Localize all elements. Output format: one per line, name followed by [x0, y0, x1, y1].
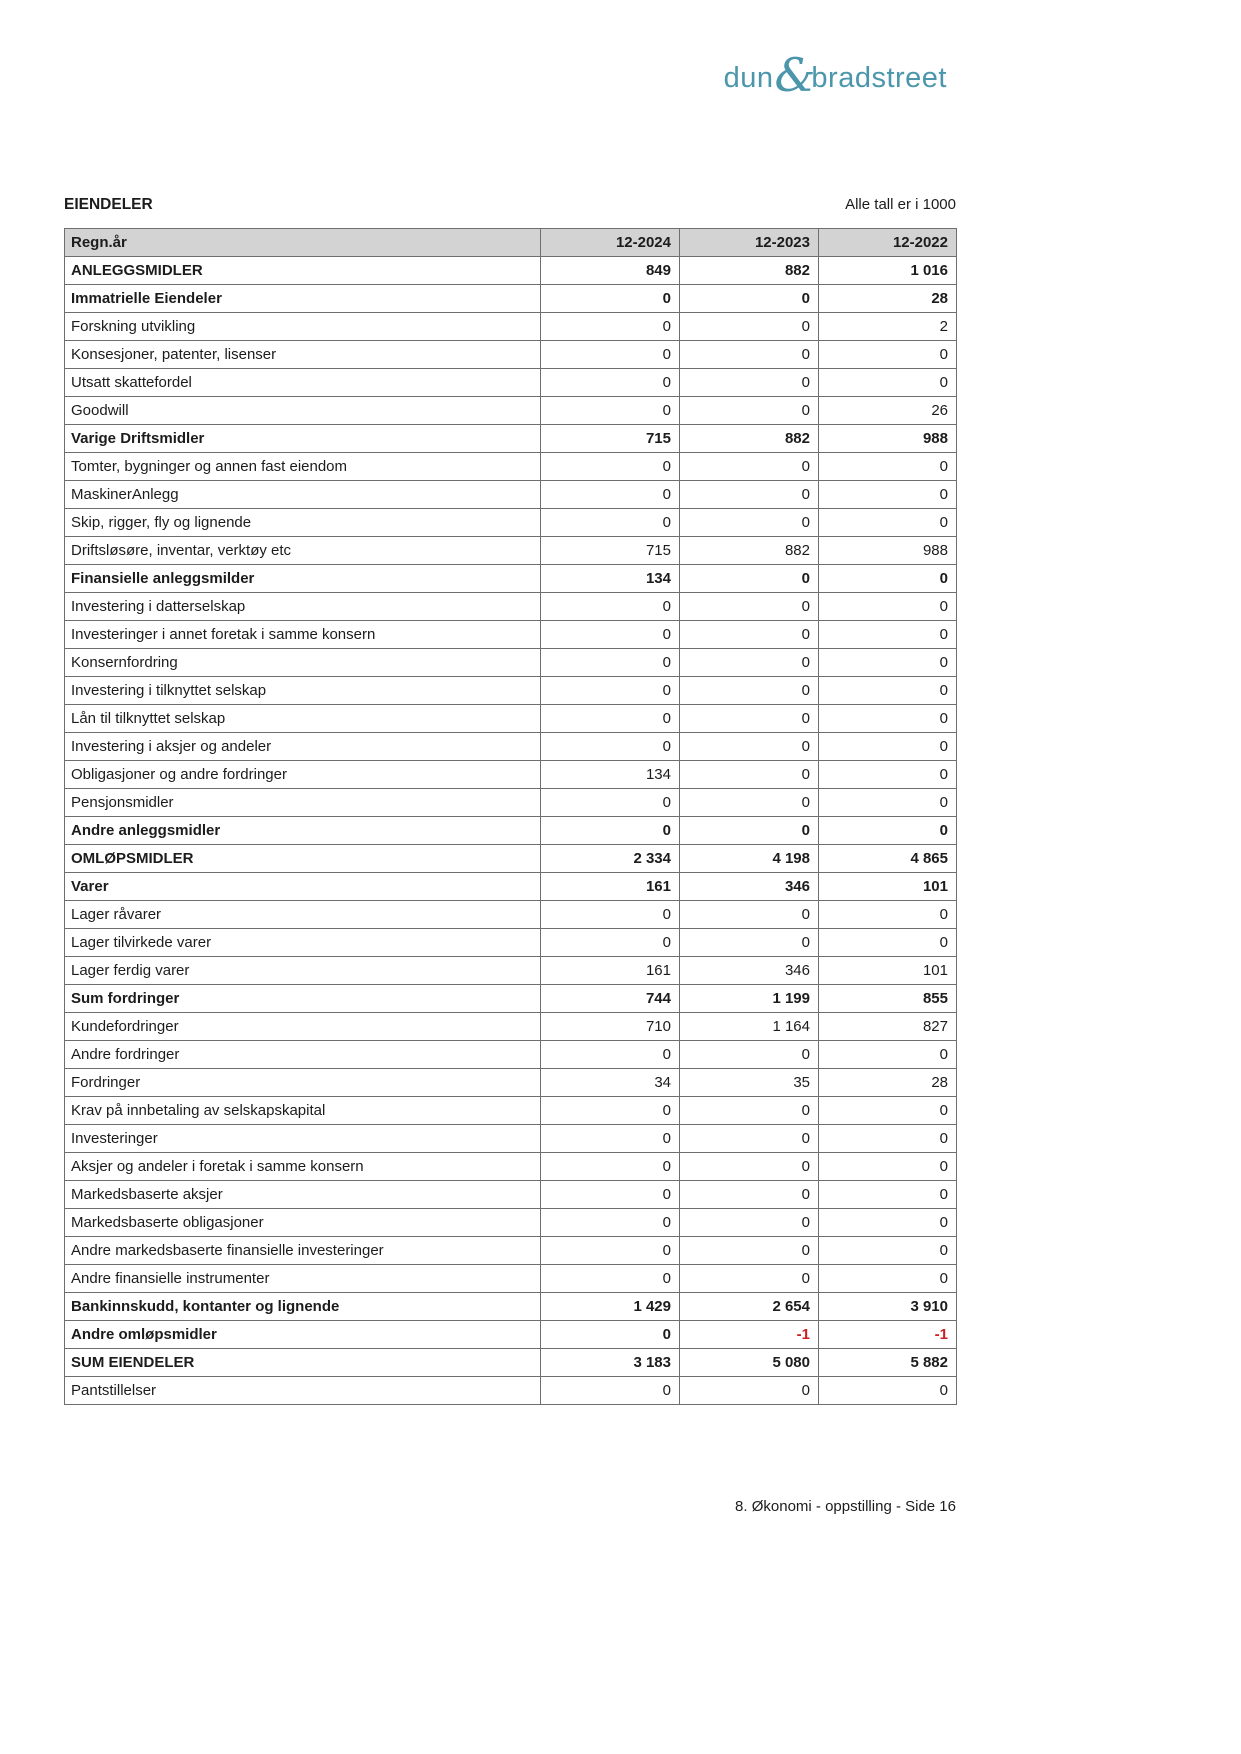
cell-value: 827 [819, 1013, 957, 1041]
cell-value: 0 [680, 1153, 819, 1181]
row-label: Konsernfordring [65, 649, 541, 677]
table-row [65, 565, 957, 593]
page-title: EIENDELER [64, 196, 153, 213]
table-row [65, 845, 957, 873]
table-row [65, 1209, 957, 1237]
cell-value: 0 [541, 677, 680, 705]
cell-value: 0 [819, 1153, 957, 1181]
cell-value: 882 [680, 257, 819, 285]
header-col-2022: 12-2022 [819, 229, 957, 257]
cell-value: 0 [680, 761, 819, 789]
page-footer: 8. Økonomi - oppstilling - Side 16 [735, 1498, 956, 1515]
cell-value: 1 199 [680, 985, 819, 1013]
cell-value: 0 [680, 509, 819, 537]
cell-value: 0 [680, 705, 819, 733]
cell-value: 0 [680, 313, 819, 341]
table-row [65, 537, 957, 565]
cell-value: 744 [541, 985, 680, 1013]
row-label: Varige Driftsmidler [65, 425, 541, 453]
cell-value: 0 [541, 733, 680, 761]
cell-value: 101 [819, 957, 957, 985]
row-label: Forskning utvikling [65, 313, 541, 341]
cell-value: 35 [680, 1069, 819, 1097]
cell-value: 0 [541, 1209, 680, 1237]
row-label: Pensjonsmidler [65, 789, 541, 817]
cell-value: 0 [541, 285, 680, 313]
cell-value: 0 [680, 929, 819, 957]
cell-value: 0 [680, 481, 819, 509]
cell-value: 0 [541, 1097, 680, 1125]
cell-value: -1 [680, 1321, 819, 1349]
row-label: Aksjer og andeler i foretak i samme konsern [65, 1153, 541, 1181]
row-label: Pantstillelser [65, 1377, 541, 1405]
row-label: Fordringer [65, 1069, 541, 1097]
row-label: MaskinerAnlegg [65, 481, 541, 509]
cell-value: 2 334 [541, 845, 680, 873]
cell-value: 0 [680, 1041, 819, 1069]
table-row [65, 397, 957, 425]
cell-value: 0 [541, 341, 680, 369]
cell-value: 882 [680, 537, 819, 565]
cell-value: 882 [680, 425, 819, 453]
table-row [65, 313, 957, 341]
cell-value: 0 [819, 453, 957, 481]
row-label: Andre finansielle instrumenter [65, 1265, 541, 1293]
table-row [65, 705, 957, 733]
header-col-2024: 12-2024 [541, 229, 680, 257]
cell-value: 1 164 [680, 1013, 819, 1041]
row-label: Andre omløpsmidler [65, 1321, 541, 1349]
cell-value: 1 429 [541, 1293, 680, 1321]
row-label: Andre fordringer [65, 1041, 541, 1069]
row-label: Sum fordringer [65, 985, 541, 1013]
cell-value: 0 [819, 789, 957, 817]
header-col-2023: 12-2023 [680, 229, 819, 257]
cell-value: 101 [819, 873, 957, 901]
row-label: SUM EIENDELER [65, 1349, 541, 1377]
cell-value: 4 198 [680, 845, 819, 873]
row-label: Driftsløsøre, inventar, verktøy etc [65, 537, 541, 565]
cell-value: 988 [819, 537, 957, 565]
cell-value: 0 [680, 565, 819, 593]
cell-value: 346 [680, 873, 819, 901]
row-label: Lager ferdig varer [65, 957, 541, 985]
cell-value: 0 [541, 1377, 680, 1405]
cell-value: 34 [541, 1069, 680, 1097]
cell-value: 0 [680, 649, 819, 677]
cell-value: 0 [541, 1321, 680, 1349]
cell-value: 0 [680, 1377, 819, 1405]
table-row [65, 1153, 957, 1181]
table-row [65, 1293, 957, 1321]
row-label: Investering i datterselskap [65, 593, 541, 621]
row-label: Investeringer [65, 1125, 541, 1153]
table-row [65, 1013, 957, 1041]
cell-value: 988 [819, 425, 957, 453]
cell-value: 28 [819, 1069, 957, 1097]
table-row [65, 761, 957, 789]
cell-value: 0 [541, 369, 680, 397]
cell-value: 346 [680, 957, 819, 985]
table-row [65, 1321, 957, 1349]
cell-value: 0 [819, 1377, 957, 1405]
table-row [65, 929, 957, 957]
cell-value: 0 [819, 1125, 957, 1153]
header-regnaar: Regn.år [65, 229, 541, 257]
row-label: Tomter, bygninger og annen fast eiendom [65, 453, 541, 481]
cell-value: 0 [819, 901, 957, 929]
row-label: Bankinnskudd, kontanter og lignende [65, 1293, 541, 1321]
cell-value: 0 [819, 761, 957, 789]
table-row [65, 985, 957, 1013]
cell-value: 0 [819, 621, 957, 649]
cell-value: 0 [819, 1237, 957, 1265]
cell-value: 0 [680, 733, 819, 761]
cell-value: 0 [680, 1237, 819, 1265]
row-label: Finansielle anleggsmilder [65, 565, 541, 593]
table-row [65, 257, 957, 285]
cell-value: 0 [680, 1181, 819, 1209]
table-row [65, 817, 957, 845]
cell-value: 0 [541, 901, 680, 929]
cell-value: 0 [819, 341, 957, 369]
cell-value: 710 [541, 1013, 680, 1041]
table-row [65, 425, 957, 453]
logo-word-bradstreet: bradstreet [811, 62, 947, 94]
table-row [65, 1265, 957, 1293]
logo-word-dun: dun [723, 62, 774, 94]
cell-value: 0 [680, 677, 819, 705]
cell-value: 0 [541, 1265, 680, 1293]
row-label: Markedsbaserte aksjer [65, 1181, 541, 1209]
cell-value: 0 [541, 817, 680, 845]
row-label: OMLØPSMIDLER [65, 845, 541, 873]
row-label: Lån til tilknyttet selskap [65, 705, 541, 733]
cell-value: 0 [680, 397, 819, 425]
cell-value: 0 [541, 649, 680, 677]
cell-value: 2 654 [680, 1293, 819, 1321]
cell-value: 161 [541, 873, 680, 901]
row-label: Andre anleggsmidler [65, 817, 541, 845]
cell-value: 0 [680, 341, 819, 369]
cell-value: 161 [541, 957, 680, 985]
cell-value: 0 [680, 285, 819, 313]
cell-value: 0 [541, 1125, 680, 1153]
table-row [65, 873, 957, 901]
cell-value: 0 [541, 1181, 680, 1209]
cell-value: 0 [680, 901, 819, 929]
row-label: Lager tilvirkede varer [65, 929, 541, 957]
cell-value: 0 [819, 1181, 957, 1209]
table-row [65, 1237, 957, 1265]
cell-value: 0 [819, 649, 957, 677]
table-row [65, 677, 957, 705]
cell-value: 0 [680, 1125, 819, 1153]
cell-value: 1 016 [819, 257, 957, 285]
row-label: Skip, rigger, fly og lignende [65, 509, 541, 537]
cell-value: 0 [680, 369, 819, 397]
table-row [65, 453, 957, 481]
row-label: Investering i aksjer og andeler [65, 733, 541, 761]
cell-value: 0 [819, 929, 957, 957]
cell-value: 0 [541, 789, 680, 817]
cell-value: 0 [680, 453, 819, 481]
table-row [65, 369, 957, 397]
table-row [65, 789, 957, 817]
table-row [65, 341, 957, 369]
row-label: ANLEGGSMIDLER [65, 257, 541, 285]
cell-value: 0 [680, 1265, 819, 1293]
cell-value: 4 865 [819, 845, 957, 873]
table-row [65, 1349, 957, 1377]
table-row [65, 1181, 957, 1209]
cell-value: 0 [680, 789, 819, 817]
table-row [65, 509, 957, 537]
table-row [65, 1377, 957, 1405]
table-row [65, 593, 957, 621]
cell-value: 3 910 [819, 1293, 957, 1321]
table-row [65, 901, 957, 929]
cell-value: 0 [541, 929, 680, 957]
row-label: Varer [65, 873, 541, 901]
row-label: Lager råvarer [65, 901, 541, 929]
cell-value: 0 [541, 453, 680, 481]
cell-value: -1 [819, 1321, 957, 1349]
cell-value: 28 [819, 285, 957, 313]
cell-value: 5 882 [819, 1349, 957, 1377]
cell-value: 0 [819, 733, 957, 761]
table-row [65, 957, 957, 985]
cell-value: 0 [819, 1209, 957, 1237]
table-row [65, 649, 957, 677]
cell-value: 0 [680, 817, 819, 845]
cell-value: 134 [541, 761, 680, 789]
row-label: Andre markedsbaserte finansielle investeringer [65, 1237, 541, 1265]
cell-value: 0 [680, 1209, 819, 1237]
row-label: Utsatt skattefordel [65, 369, 541, 397]
cell-value: 0 [819, 1041, 957, 1069]
row-label: Obligasjoner og andre fordringer [65, 761, 541, 789]
cell-value: 0 [541, 593, 680, 621]
table-row [65, 1097, 957, 1125]
cell-value: 0 [819, 565, 957, 593]
table-header-row [65, 229, 957, 257]
cell-value: 3 183 [541, 1349, 680, 1377]
cell-value: 26 [819, 397, 957, 425]
title-row [64, 196, 956, 214]
table-row [65, 733, 957, 761]
cell-value: 0 [541, 397, 680, 425]
table-body [65, 257, 957, 1405]
table-row [65, 481, 957, 509]
cell-value: 0 [541, 1041, 680, 1069]
units-note: Alle tall er i 1000 [845, 196, 956, 213]
row-label: Krav på innbetaling av selskapskapital [65, 1097, 541, 1125]
cell-value: 0 [819, 369, 957, 397]
cell-value: 0 [819, 509, 957, 537]
cell-value: 849 [541, 257, 680, 285]
cell-value: 0 [680, 593, 819, 621]
row-label: Goodwill [65, 397, 541, 425]
row-label: Markedsbaserte obligasjoner [65, 1209, 541, 1237]
cell-value: 0 [541, 621, 680, 649]
cell-value: 0 [680, 621, 819, 649]
row-label: Konsesjoner, patenter, lisenser [65, 341, 541, 369]
row-label: Investering i tilknyttet selskap [65, 677, 541, 705]
table-row [65, 285, 957, 313]
cell-value: 2 [819, 313, 957, 341]
cell-value: 0 [819, 481, 957, 509]
cell-value: 0 [819, 1097, 957, 1125]
row-label: Kundefordringer [65, 1013, 541, 1041]
cell-value: 0 [680, 1097, 819, 1125]
balance-sheet-table [64, 228, 957, 1405]
cell-value: 715 [541, 425, 680, 453]
cell-value: 0 [819, 1265, 957, 1293]
cell-value: 0 [819, 677, 957, 705]
cell-value: 0 [541, 705, 680, 733]
dun-bradstreet-logo: dun & bradstreet [723, 48, 947, 102]
cell-value: 0 [541, 1237, 680, 1265]
cell-value: 0 [541, 509, 680, 537]
cell-value: 0 [541, 313, 680, 341]
table-row [65, 1125, 957, 1153]
cell-value: 0 [819, 817, 957, 845]
row-label: Investeringer i annet foretak i samme konsern [65, 621, 541, 649]
cell-value: 5 080 [680, 1349, 819, 1377]
table-row [65, 621, 957, 649]
cell-value: 0 [541, 1153, 680, 1181]
row-label: Immatrielle Eiendeler [65, 285, 541, 313]
cell-value: 0 [541, 481, 680, 509]
cell-value: 0 [819, 705, 957, 733]
cell-value: 715 [541, 537, 680, 565]
table-row [65, 1069, 957, 1097]
cell-value: 855 [819, 985, 957, 1013]
cell-value: 0 [819, 593, 957, 621]
table-row [65, 1041, 957, 1069]
cell-value: 134 [541, 565, 680, 593]
